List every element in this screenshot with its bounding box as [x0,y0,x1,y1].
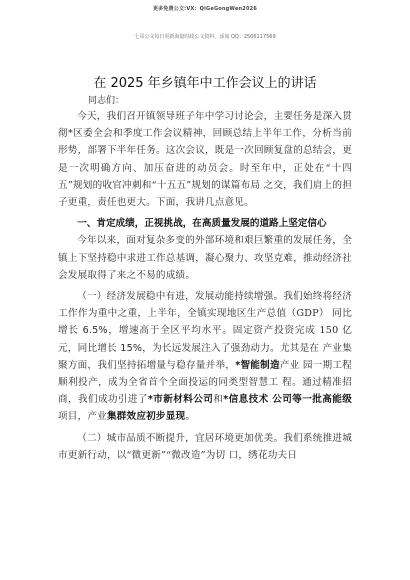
economy-text-7: 。 [185,411,196,423]
economy-text-2: ，增速高于全区平均水平。固定资产投资完成 150 亿元，同比增长 [58,325,352,354]
cluster-effect-text: 集群效应初步显现 [106,411,186,423]
top-banner: 更多免费公文:VX：QiGeGongWen2026 [152,6,258,12]
economy-text-3: ，为长远发展注入了强劲动力。尤其是在 产业集聚方面，我们坚持拓增量与稳存量并举， [58,342,353,371]
smart-manufacturing-text: *智能制造 [235,359,280,371]
economy-text-6: 项目，产业 [58,411,107,423]
document-body [58,108,352,468]
paragraph-intro: 今天，我们召开镇领导班子年中学习讨论会，主要任务是深入贯彻*区委全会和季度工作会议精神，回顾总结上半年工作，分析当前形势，部署下半年任务。这次会议，既是一次回顾复盘的总结会，更是一次明确方向、加压奋进的动员会。时至年中，正处在“十四五”规划的收官冲刺和“十五五”规划的谋篇布局 之交，我们肩上的担子更重，责任也更大。下面，我讲几点意见。 [58,111,352,209]
economy-text-1: （一）经济发展稳中有进，发展动能持续增强。我们始终将经济工作作为重中之重，上半年，全镇实现地区生产总值（GDP） 同比增长 [58,291,352,337]
top-note: 七哥公文每日更新海量时政公文资料，添加 QQ：2506117569 [134,34,276,40]
document-title: 在 2025 年乡镇年中工作会议上的讲话 [93,76,317,91]
new-materials-company-text: *市新材料公司 [147,394,214,406]
paragraph-urban: （二）城市品质不断提升，宜居环境更加优美。我们系统推进城市更新行动，以“微更新”“微改造”为切 口，绣花功夫日 [58,432,352,461]
economy-text-5: 和 [213,394,224,406]
investment-growth-value: 15% [120,342,143,354]
gdp-growth-value: 6.5% [82,325,108,337]
info-tech-company-text: *信息技术 公司等一批高能级 [223,394,352,406]
section-heading-1: 一、肯定成绩，正视挑战，在高质量发展的道路上坚定信心 [77,218,327,230]
salutation: 同志们： [88,96,125,106]
economy-text-4: 产业 园一期工程顺利投产，成为全省首个全面投运的同类型智慧工 程。通过精准招商，我们成功引进了 [58,359,352,406]
paragraph-overview: 今年以来，面对复杂多变的外部环境和艰巨繁重的发展任务，全镇上下坚持稳中求进工作总基调，凝心聚力、攻坚克难，推动经济社会发展取得了来之不易的成绩。 [58,235,352,281]
paragraph-economy [58,288,352,426]
